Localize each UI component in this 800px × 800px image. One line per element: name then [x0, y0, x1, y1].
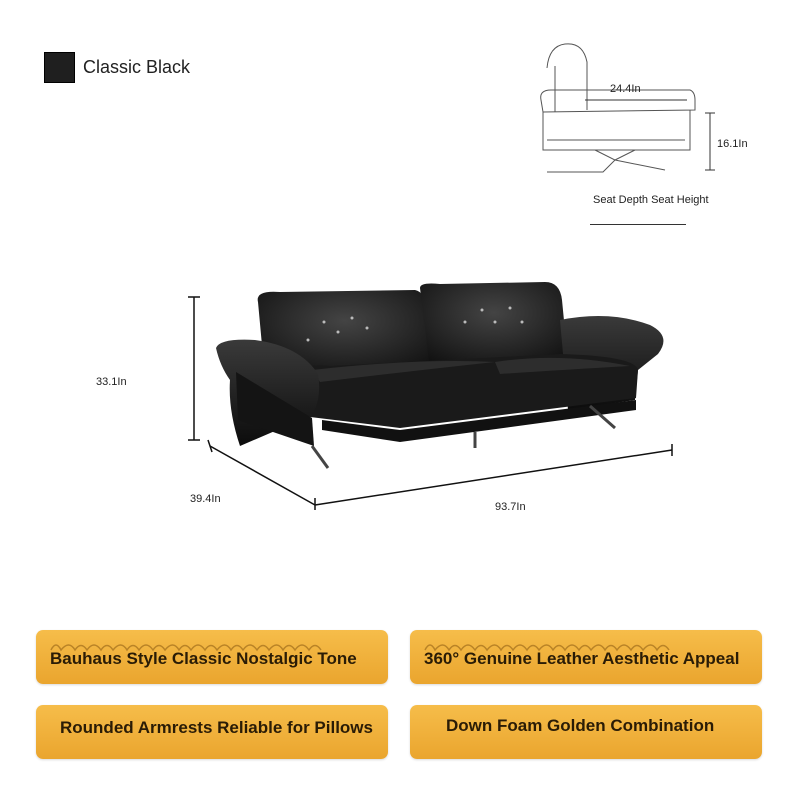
seat-height-label: 16.1In — [717, 138, 748, 150]
feature-label: Down Foam Golden Combination — [446, 716, 715, 735]
feature-badge-style — [36, 630, 388, 684]
feature-badge-leather — [410, 630, 762, 684]
color-swatch[interactable] — [44, 52, 75, 83]
feature-badge-foam — [410, 705, 762, 759]
height-label: 33.1In — [96, 376, 127, 388]
feature-label: 360° Genuine Leather Aesthetic Appeal — [424, 649, 740, 668]
color-option[interactable] — [44, 52, 190, 83]
seat-depth-label: 24.4In — [610, 83, 641, 95]
feature-badge-armrests — [36, 705, 388, 759]
seat-side-diagram — [535, 40, 735, 190]
sofa-image — [90, 270, 710, 530]
color-label: Classic Black — [83, 57, 191, 77]
width-label: 93.7In — [495, 501, 526, 513]
feature-label: Bauhaus Style Classic Nostalgic Tone — [50, 649, 357, 668]
depth-label: 39.4In — [190, 493, 221, 505]
caption-divider — [590, 224, 686, 225]
feature-label: Rounded Armrests Reliable for Pillows — [60, 718, 373, 737]
seat-caption: Seat Depth Seat Height — [593, 194, 709, 206]
